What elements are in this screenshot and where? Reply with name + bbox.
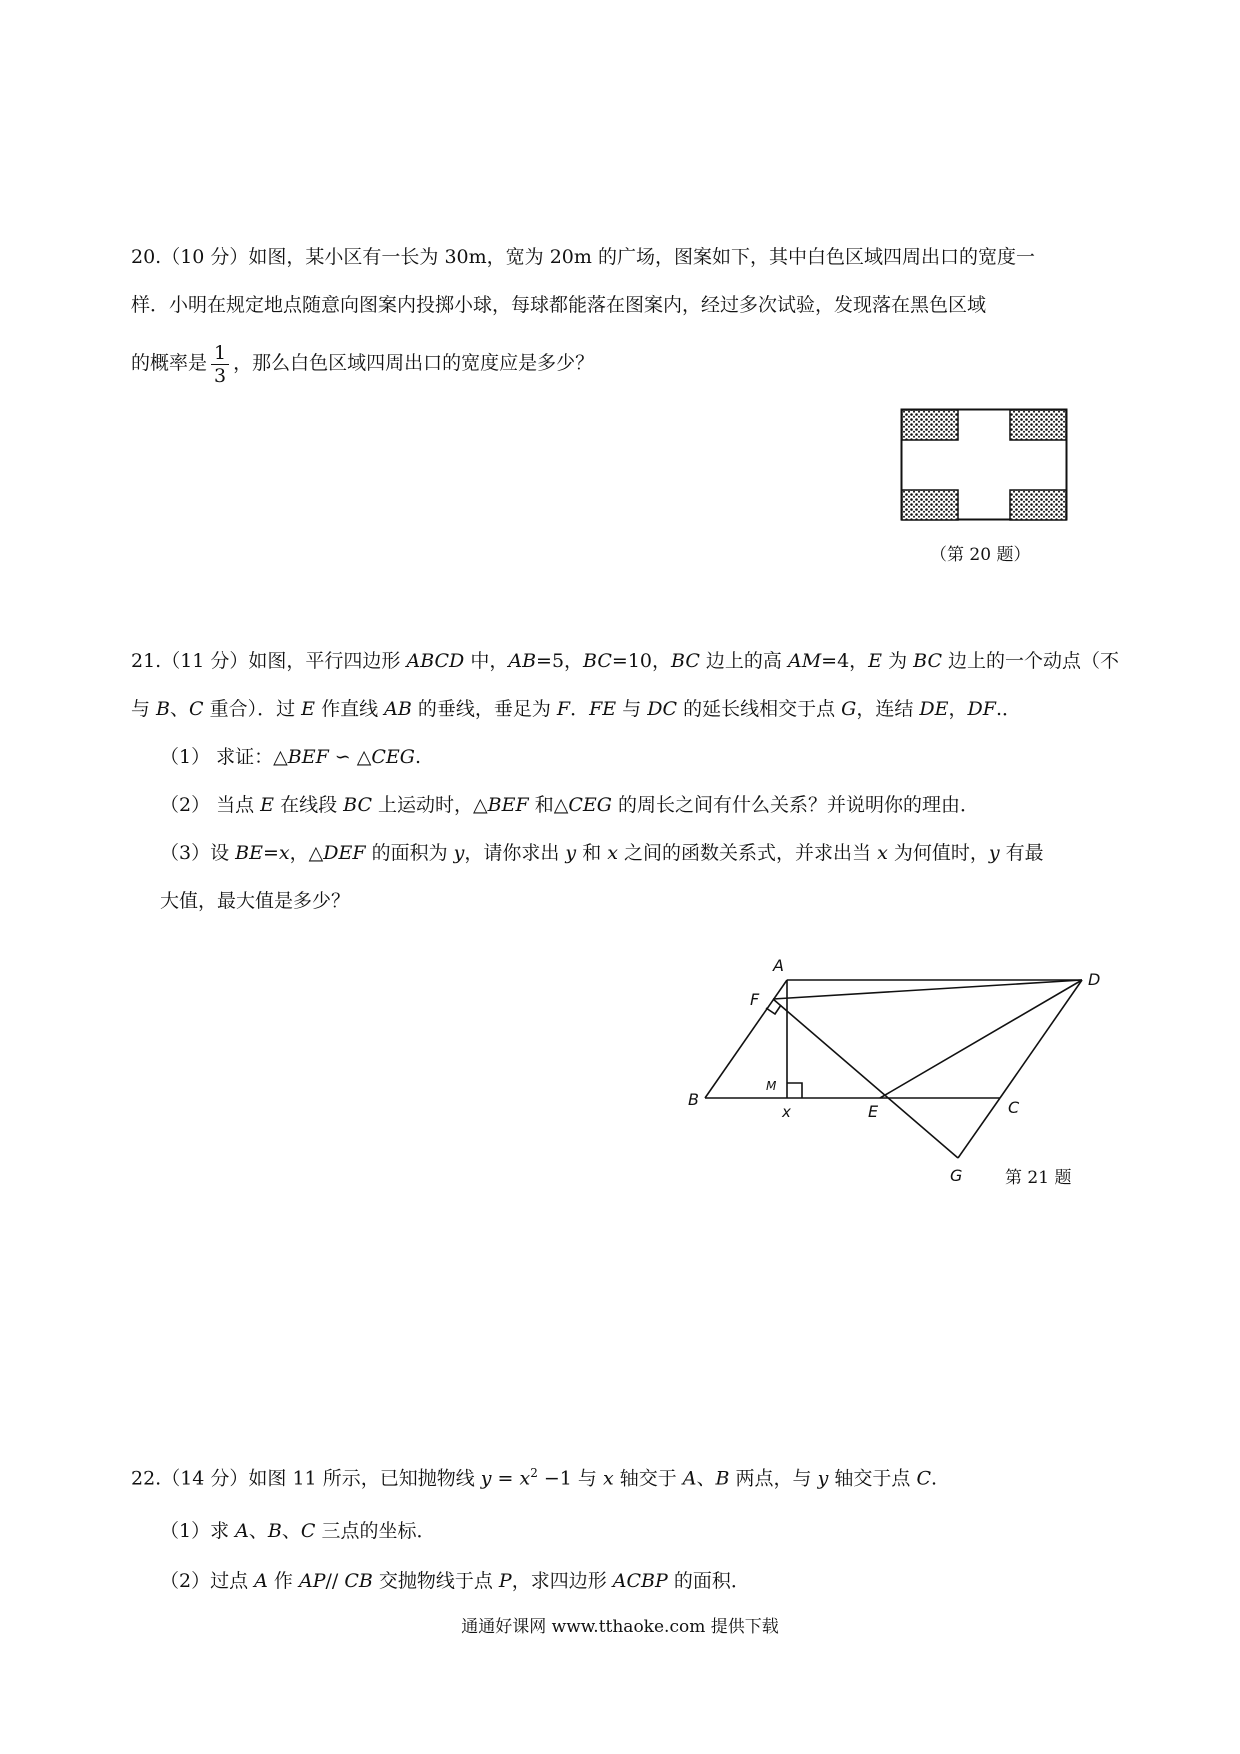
q21-p1-ceg: CEG bbox=[371, 746, 415, 768]
q20-figure bbox=[900, 408, 1070, 522]
q22-l1-y: y bbox=[817, 1467, 829, 1490]
q21-l1-bc: BC bbox=[583, 650, 612, 672]
q21-p3-t9: 有最 bbox=[999, 842, 1044, 864]
q21-label-b: B bbox=[688, 1090, 699, 1109]
q21-l2-e: E bbox=[301, 698, 316, 720]
q21-p1-bef: BEF bbox=[287, 746, 329, 768]
q22-l1-x: x bbox=[602, 1467, 614, 1490]
q21-p2-bc: BC bbox=[343, 794, 372, 816]
q21-p3-y3: y bbox=[988, 842, 1000, 864]
q20-black-corner-tl bbox=[902, 410, 958, 440]
q21-l2-t7: 与 bbox=[616, 698, 648, 720]
q21-caption: 第 21 题 bbox=[1005, 1168, 1072, 1188]
q22-eq-exponent: 2 bbox=[530, 1466, 538, 1480]
q21-p3-t3: ，△ bbox=[289, 842, 324, 864]
q21-p2-ceg: CEG bbox=[568, 794, 612, 816]
q20-black-corner-bl bbox=[902, 490, 958, 520]
q21-l2-t1: 与 bbox=[131, 698, 157, 720]
q21-p1-t1: （1） 求证：△ bbox=[160, 746, 288, 768]
q21-p1-t2: ∽ △ bbox=[328, 746, 372, 768]
q21-line-fg bbox=[773, 999, 958, 1158]
q21-line-2 bbox=[131, 694, 1021, 724]
q21-l1-text2: 中， bbox=[464, 650, 509, 672]
q22-l1-t2: 与 bbox=[571, 1467, 603, 1490]
q21-l2-t5: 的垂线，垂足为 bbox=[411, 698, 557, 720]
q22-p2-t2: 作 bbox=[267, 1570, 299, 1592]
q21-part-3 bbox=[160, 838, 1044, 868]
q21-l1-text6: =4， bbox=[821, 650, 869, 672]
q21-p2-e: E bbox=[260, 794, 275, 816]
q21-part-1 bbox=[160, 742, 421, 772]
q22-p1-c: C bbox=[300, 1520, 316, 1542]
q21-p3-t1: （3）设 bbox=[160, 842, 236, 864]
q21-l2-g: G bbox=[841, 698, 857, 720]
q21-l2-t4: 作直线 bbox=[315, 698, 385, 720]
q22-p2-a: A bbox=[254, 1570, 268, 1592]
q22-line-1 bbox=[131, 1458, 937, 1493]
q21-l2-de: DE bbox=[919, 698, 949, 720]
q20-line-1: 20.（10 分）如图，某小区有一长为 30m，宽为 20m 的广场，图案如下，其中白色区域四周出口的宽度一 bbox=[131, 246, 1035, 268]
q21-p3-x3: x bbox=[877, 842, 888, 864]
q21-part-3-line-2: 大值，最大值是多少？ bbox=[160, 890, 351, 912]
q21-p3-t4: 的面积为 bbox=[365, 842, 454, 864]
q21-p3-be: BE bbox=[235, 842, 263, 864]
q21-line-df bbox=[773, 980, 1082, 999]
q21-l1-bc3: BC bbox=[913, 650, 942, 672]
q21-l2-t3: 重合）．过 bbox=[203, 698, 302, 720]
q21-p1-t3: . bbox=[414, 746, 422, 768]
q21-p3-x: x bbox=[278, 842, 290, 864]
q22-eq-equals: = bbox=[491, 1467, 520, 1490]
q21-l2-t2: 、 bbox=[170, 698, 190, 720]
q22-p2-t4: 交抛物线于点 bbox=[372, 1570, 499, 1592]
q21-l1-text5: 边上的高 bbox=[699, 650, 788, 672]
q22-p2-acbp: ACBP bbox=[612, 1570, 668, 1592]
q21-label-x: x bbox=[782, 1103, 791, 1121]
q21-p2-bef: BEF bbox=[487, 794, 529, 816]
q21-l1-text8: 边上的一个动点（不 bbox=[942, 650, 1120, 672]
q21-right-angle-m bbox=[787, 1083, 802, 1098]
q22-p1-t4: 三点的坐标． bbox=[315, 1520, 436, 1542]
q21-p2-t1: （2） 当点 bbox=[160, 794, 261, 816]
q22-p2-ap: AP bbox=[298, 1570, 326, 1592]
q21-label-a: A bbox=[773, 956, 784, 975]
q22-p1-t1: （1）求 bbox=[160, 1520, 236, 1542]
q22-part-2 bbox=[160, 1566, 750, 1596]
q21-l1-abcd: ABCD bbox=[406, 650, 465, 672]
q22-part-1 bbox=[160, 1516, 435, 1546]
q22-l1-b: B bbox=[715, 1467, 730, 1490]
q20-line-3 bbox=[131, 338, 594, 388]
q21-p3-def: DEF bbox=[323, 842, 366, 864]
q21-p3-t6: 和 bbox=[576, 842, 608, 864]
q21-p3-t7: 之间的函数关系式，并求出当 bbox=[617, 842, 878, 864]
page-footer: 通通好课网 www.tthaoke.com 提供下载 bbox=[461, 1617, 779, 1637]
q21-p2-t5: 的周长之间有什么关系？并说明你的理由． bbox=[611, 794, 979, 816]
q21-p3-x2: x bbox=[607, 842, 618, 864]
q20-line-3-post: ，那么白色区域四周出口的宽度应是多少？ bbox=[233, 352, 595, 374]
q21-l2-t8: 的延长线相交于点 bbox=[677, 698, 842, 720]
q21-label-c: C bbox=[1008, 1098, 1020, 1117]
q21-l2-t9: ，连结 bbox=[856, 698, 920, 720]
q21-p2-t2: 在线段 bbox=[274, 794, 344, 816]
q21-l2-t6: ． bbox=[570, 698, 590, 720]
q20-frac-num: 1 bbox=[211, 342, 229, 365]
q21-l2-t11: .． bbox=[995, 698, 1021, 720]
q22-l1-t7: . bbox=[930, 1467, 938, 1490]
q22-p2-t3: // bbox=[325, 1570, 345, 1592]
q20-fraction bbox=[211, 342, 229, 387]
q20-black-corner-tr bbox=[1010, 410, 1066, 440]
q21-label-d: D bbox=[1088, 970, 1101, 989]
q21-l2-df: DF bbox=[967, 698, 996, 720]
q22-l1-a: A bbox=[682, 1467, 697, 1490]
q21-p2-t3: 上运动时，△ bbox=[372, 794, 488, 816]
q21-p3-t8: 为何值时， bbox=[887, 842, 989, 864]
q22-p2-cb: CB bbox=[344, 1570, 373, 1592]
q21-l2-dc: DC bbox=[647, 698, 678, 720]
q20-caption: （第 20 题） bbox=[930, 545, 1031, 565]
q21-l1-text: 21.（11 分）如图，平行四边形 bbox=[131, 650, 407, 672]
q22-p2-t6: 的面积． bbox=[667, 1570, 750, 1592]
q21-part-2 bbox=[160, 790, 979, 820]
q21-l1-e: E bbox=[868, 650, 883, 672]
q21-p2-t4: 和△ bbox=[528, 794, 569, 816]
q22-l1-t1: 22.（14 分）如图 11 所示，已知抛物线 bbox=[131, 1467, 481, 1490]
q21-p3-y: y bbox=[453, 842, 465, 864]
q22-eq-y: y bbox=[480, 1467, 492, 1490]
q22-l1-t6: 轴交于点 bbox=[828, 1467, 917, 1490]
q21-l2-t10: ， bbox=[948, 698, 968, 720]
q20-black-corner-br bbox=[1010, 490, 1066, 520]
q21-l1-text3: =5， bbox=[536, 650, 584, 672]
q22-eq-rest: −1 bbox=[537, 1467, 572, 1490]
q21-label-e: E bbox=[868, 1102, 879, 1121]
q20-frac-den: 3 bbox=[214, 364, 227, 387]
q22-p1-a: A bbox=[235, 1520, 249, 1542]
q21-l2-ab: AB bbox=[384, 698, 412, 720]
q21-line-de bbox=[880, 980, 1082, 1098]
q22-p2-t1: （2）过点 bbox=[160, 1570, 255, 1592]
q22-p2-p: P bbox=[498, 1570, 512, 1592]
q22-p1-b: B bbox=[267, 1520, 282, 1542]
q22-l1-c: C bbox=[916, 1467, 931, 1490]
q21-l2-fe: FE bbox=[589, 698, 617, 720]
q21-label-g: G bbox=[950, 1166, 963, 1185]
q21-l1-text7: 为 bbox=[882, 650, 914, 672]
q22-l1-t5: 两点，与 bbox=[729, 1467, 818, 1490]
q22-p1-t2: 、 bbox=[248, 1520, 268, 1542]
q21-label-f: F bbox=[750, 990, 760, 1009]
q22-l1-t3: 轴交于 bbox=[613, 1467, 683, 1490]
q21-l2-f: F bbox=[556, 698, 571, 720]
q21-l1-text4: =10， bbox=[611, 650, 672, 672]
q20-line-2: 样．小明在规定地点随意向图案内投掷小球，每球都能落在图案内，经过多次试验，发现落在黑色区域 bbox=[131, 294, 987, 316]
q22-eq-x: x bbox=[519, 1467, 531, 1490]
q21-l1-bc2: BC bbox=[671, 650, 700, 672]
q21-edge-dc bbox=[1000, 980, 1082, 1098]
q21-line-1 bbox=[131, 646, 1119, 676]
q21-p3-t5: ，请你求出 bbox=[464, 842, 566, 864]
q21-p3-t2: = bbox=[262, 842, 279, 864]
q21-p3-y2: y bbox=[565, 842, 577, 864]
q21-l2-c: C bbox=[189, 698, 204, 720]
q21-l1-ab: AB bbox=[508, 650, 537, 672]
q20-line-3-pre: 的概率是 bbox=[131, 352, 208, 374]
q22-p2-t5: ，求四边形 bbox=[511, 1570, 613, 1592]
q21-l1-am: AM bbox=[787, 650, 822, 672]
q21-label-m: M bbox=[766, 1079, 777, 1093]
q21-figure bbox=[670, 955, 1130, 1190]
q22-l1-t4: 、 bbox=[696, 1467, 716, 1490]
q21-edge-cg bbox=[958, 1098, 1000, 1158]
q21-l2-b: B bbox=[156, 698, 171, 720]
q22-p1-t3: 、 bbox=[281, 1520, 301, 1542]
